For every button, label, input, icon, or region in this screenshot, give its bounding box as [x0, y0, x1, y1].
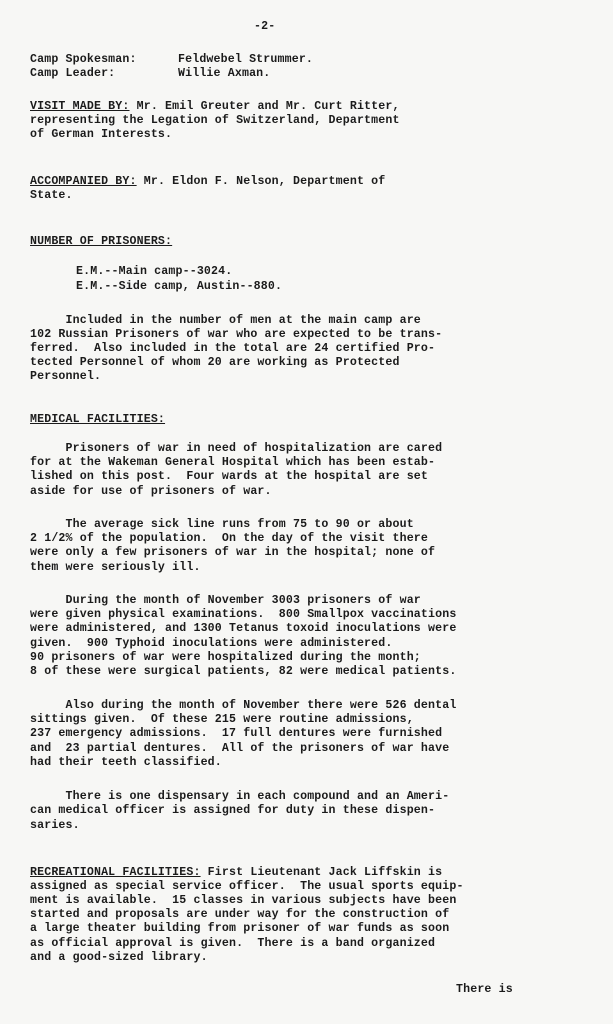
- recreational-line: a large theater building from prisoner of war funds as soon: [30, 922, 450, 935]
- accompanied-line-2: State.: [30, 189, 73, 202]
- medical-p1-line: Prisoners of war in need of hospitalization are cared: [30, 442, 443, 455]
- accompanied-heading: ACCOMPANIED BY:: [30, 175, 137, 188]
- medical-p3-line: 90 prisoners of war were hospitalized during the month;: [30, 651, 421, 664]
- medical-heading: MEDICAL FACILITIES:: [30, 413, 166, 426]
- camp-spokesman-name: Feldwebel Strummer.: [178, 53, 314, 66]
- recreational-line: ment is available. 15 classes in various subjects have been: [30, 894, 457, 907]
- prisoners-para-line: 102 Russian Prisoners of war who are expected to be trans-: [30, 328, 443, 341]
- medical-p1-line: aside for use of prisoners of war.: [30, 485, 272, 498]
- medical-p1-line: lished on this post. Four wards at the hospital are set: [30, 470, 429, 483]
- medical-p2-line: 2 1/2% of the population. On the day of the visit there: [30, 532, 429, 545]
- recreational-line: as official approval is given. There is a band organized: [30, 937, 436, 950]
- medical-p4-line: sittings given. Of these 215 were routine admissions,: [30, 713, 414, 726]
- medical-p3-line: During the month of November 3003 prisoners of war: [30, 594, 421, 607]
- recreational-paragraph: [30, 866, 442, 880]
- recreational-heading: RECREATIONAL FACILITIES:: [30, 866, 201, 879]
- continuation-text: There is: [456, 983, 513, 996]
- accompanied-paragraph: [30, 175, 385, 189]
- medical-p3-line: were administered, and 1300 Tetanus toxoid inoculations were: [30, 622, 457, 635]
- medical-p4-line: 237 emergency admissions. 17 full dentures were furnished: [30, 727, 443, 740]
- medical-p4-line: Also during the month of November there were 526 dental: [30, 699, 457, 712]
- prisoners-em-side: E.M.--Side camp, Austin--880.: [76, 280, 283, 293]
- prisoners-para-line: Included in the number of men at the main camp are: [30, 314, 421, 327]
- visit-line-1: Mr. Emil Greuter and Mr. Curt Ritter,: [129, 100, 400, 113]
- prisoners-em-main: E.M.--Main camp--3024.: [76, 265, 233, 278]
- medical-p3-line: were given physical examinations. 800 Smallpox vaccinations: [30, 608, 457, 621]
- recreational-line: assigned as special service officer. The usual sports equip-: [30, 880, 464, 893]
- prisoners-para-line: tected Personnel of whom 20 are working as Protected: [30, 356, 400, 369]
- page-number: -2-: [254, 20, 276, 33]
- camp-spokesman-label: Camp Spokesman:: [30, 53, 137, 66]
- recreational-line: started and proposals are under way for the construction of: [30, 908, 450, 921]
- medical-p5-line: can medical officer is assigned for duty in these dispen-: [30, 804, 436, 817]
- medical-p3-line: 8 of these were surgical patients, 82 were medical patients.: [30, 665, 457, 678]
- medical-p4-line: and 23 partial dentures. All of the prisoners of war have: [30, 742, 450, 755]
- camp-leader-name: Willie Axman.: [178, 67, 271, 80]
- camp-leader-label: Camp Leader:: [30, 67, 116, 80]
- prisoners-heading: NUMBER OF PRISONERS:: [30, 235, 173, 248]
- prisoners-para-line: Personnel.: [30, 370, 102, 383]
- prisoners-para-line: ferred. Also included in the total are 24 certified Pro-: [30, 342, 436, 355]
- visit-line-2: representing the Legation of Switzerland, Department: [30, 114, 400, 127]
- recreational-line: and a good-sized library.: [30, 951, 208, 964]
- medical-p2-line: them were seriously ill.: [30, 561, 201, 574]
- recreational-line-1: First Lieutenant Jack Liffskin is: [200, 866, 443, 879]
- medical-p4-line: had their teeth classified.: [30, 756, 222, 769]
- accompanied-line-1: Mr. Eldon F. Nelson, Department of: [136, 175, 386, 188]
- medical-p2-line: The average sick line runs from 75 to 90 or about: [30, 518, 414, 531]
- medical-p5-line: saries.: [30, 819, 80, 832]
- visit-line-3: of German Interests.: [30, 128, 173, 141]
- medical-p1-line: for at the Wakeman General Hospital which has been estab-: [30, 456, 436, 469]
- visit-heading: VISIT MADE BY:: [30, 100, 130, 113]
- medical-p5-line: There is one dispensary in each compound and an Ameri-: [30, 790, 450, 803]
- medical-p3-line: given. 900 Typhoid inoculations were administered.: [30, 637, 393, 650]
- medical-p2-line: were only a few prisoners of war in the hospital; none of: [30, 546, 436, 559]
- visit-paragraph: [30, 100, 400, 114]
